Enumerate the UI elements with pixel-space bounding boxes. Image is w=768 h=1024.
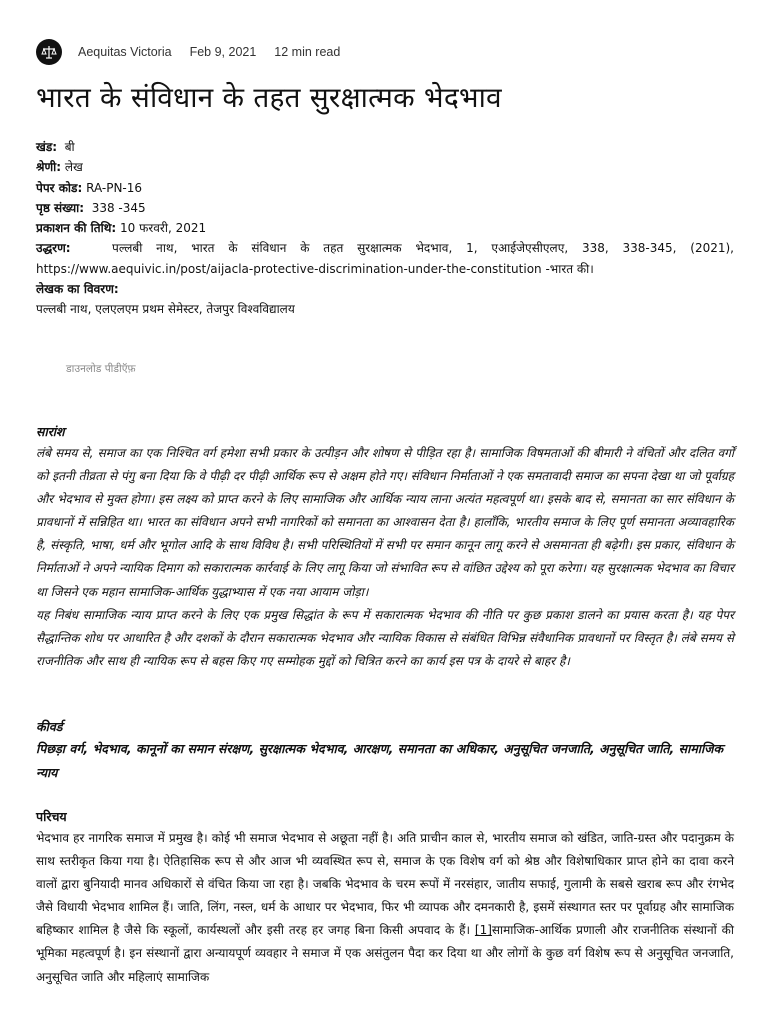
abstract-section (36, 422, 734, 673)
meta-section-value: बी (64, 140, 75, 154)
meta-category-row (36, 157, 734, 177)
meta-author-details-row (36, 279, 734, 299)
meta-paper-code-value: RA-PN-16 (86, 180, 143, 195)
meta-paper-code-row (36, 178, 734, 198)
meta-pages-row (36, 198, 734, 218)
meta-pub-date-label: प्रकाशन की तिथि: (36, 221, 117, 236)
abstract-heading: सारांश (36, 424, 65, 439)
author-avatar[interactable] (36, 39, 62, 65)
meta-category-label: श्रेणी: (36, 160, 62, 175)
meta-section-label: खंड: (36, 140, 58, 154)
introduction-heading: परिचय (36, 809, 67, 824)
meta-pub-date-value: 10 फरवरी, 2021 (120, 221, 207, 236)
meta-author-details-value: पल्लबी नाथ, एलएलएम प्रथम सेमेस्टर, तेजपुर विश्वविद्यालय (36, 302, 295, 317)
meta-author-details-label: लेखक का विवरण: (36, 282, 119, 297)
post-date: Feb 9, 2021 (189, 45, 257, 59)
meta-category-value: लेख (64, 160, 83, 175)
meta-pages-label: पृष्ठ संख्या: (36, 200, 85, 215)
footnote-ref-link[interactable]: [1] (474, 923, 492, 938)
scales-logo-icon (40, 43, 58, 61)
meta-citation-value: पल्लबी नाथ, भारत के संविधान के तहत सुरक्षात्मक भेदभाव, 1, एआईजेएसीएलए, 338, 338-345, (2021), https://www.aequivic.in/post/aijacla-protective-discrimination-under-the-constitution -भारत की। (36, 241, 734, 276)
read-time: 12 min read (274, 45, 341, 59)
meta-citation-row (36, 238, 734, 279)
meta-pub-date-row (36, 218, 734, 238)
intro-text-part-2: सामाजिक-आर्थिक प्रणाली और राजनीतिक संस्थानों की भूमिका महत्वपूर्ण है। इन संस्थानों द्वारा अन्यायपूर्ण व्यवहार ने समाज में एक असंतुलन पैदा कर दिया था और लोगों के कुछ वर्ग विशेष रूप से अनुसूचित जनजाति, अनुसूचित जाति और महिलाएं सामाजिक (36, 923, 735, 984)
abstract-paragraph-1: लंबे समय से, समाज का एक निश्चित वर्ग हमेशा सभी प्रकार के उत्पीड़न और शोषण से पीड़ित रहा है। सामाजिक विषमताओं की बीमारी ने वंचितों और दलित वर्गों को इतनी तीव्रता से पंगु बना दिया कि वे पीढ़ी दर पीढ़ी आर्थिक रूप से अक्षम होते गए। संविधान निर्माताओं ने एक समतावादी समाज का सपना देखा था जो पूर्वाग्रह और भेदभाव से मुक्त होगा। इस लक्ष्य को प्राप्त करने के लिए सामाजिक और आर्थिक न्याय लाना अत्यंत महत्वपूर्ण था। इसके बाद से, समानता का सार संविधान के प्रावधानों में सन्निहित था। भारत का संविधान अपने सभी नागरिकों को समानता का आश्वासन देता है। हालाँकि, भारतीय समाज के लिए पूर्ण समानता अव्यावहारिक है, संस्कृति, भाषा, धर्म और भूगोल आदि के साथ विविध है। सभी परिस्थितियों में सभी पर समान कानून लागू करने से असमानता ही बढ़ेगी। इस प्रकार, संविधान के निर्माताओं ने अपने न्यायिक दिमाग को सकारात्मक कार्रवाई के लिए लागू किया जो संभावित रूप से वांछित उद्देश्य को पूरा करेगा। यह सुरक्षात्मक भेदभाव का विचार था जिसने एक महान सामाजिक-आर्थिक युद्धाभ्यास में एक नया आयाम जोड़ा। (36, 446, 734, 599)
abstract-paragraph-2: यह निबंध सामाजिक न्याय प्राप्त करने के लिए एक प्रमुख सिद्धांत के रूप में सकारात्मक भेदभाव की नीति पर कुछ प्रकाश डालने का प्रयास करता है। यह पेपर सैद्धान्तिक शोध पर आधारित है और दशकों के दौरान सकारात्मक भेदभाव और न्यायिक विकास से संबंधित विभिन्न संवैधानिक प्रावधानों पर विस्तृत है। लंबे समय से राजनीतिक और साथ ही न्यायिक रूप से बहस किए गए सम्मोहक मुद्दों को चित्रित करने का कार्य इस पत्र के दायरे से बाहर है। (36, 607, 734, 668)
introduction-section (36, 807, 734, 989)
meta-section-row (36, 137, 734, 157)
introduction-paragraph (36, 827, 734, 989)
byline (36, 38, 340, 66)
author-name[interactable]: Aequitas Victoria (78, 45, 172, 59)
article-meta (36, 137, 734, 320)
meta-paper-code-label: पेपर कोड: (36, 180, 83, 195)
meta-citation-label: उद्धरण: (36, 241, 71, 256)
download-pdf-link[interactable]: डाउनलोड पीडीऍफ़ (66, 363, 136, 375)
keywords-list: पिछड़ा वर्ग, भेदभाव, कानूनों का समान संरक्षण, सुरक्षात्मक भेदभाव, आरक्षण, समानता का अधिकार, अनुसूचित जनजाति, अनुसूचित जाति, सामाजिक न्याय (36, 741, 724, 780)
article-title: भारत के संविधान के तहत सुरक्षात्मक भेदभाव (36, 81, 502, 114)
keywords-section (36, 717, 734, 784)
intro-text-part-1: भेदभाव हर नागरिक समाज में प्रमुख है। कोई भी समाज भेदभाव से अछूता नहीं है। अति प्राचीन काल से, भारतीय समाज को खंडित, जाति-ग्रस्त और पदानुक्रम के साथ स्तरीकृत किया गया है। ऐतिहासिक रूप से और आज भी व्यवस्थित रूप से, समाज के एक विशेष वर्ग को श्रेष्ठ और विशेषाधिकार प्राप्त होने का दावा करने वालों द्वारा बुनियादी मानव अधिकारों से वंचित किया जा रहा है। जबकि भेदभाव के चरम रूपों में नरसंहार, जातीय सफाई, गुलामी के सबसे खराब रूप और रंगभेद जैसे विधायी भेदभाव शामिल हैं। जाति, लिंग, नस्ल, धर्म के आधार पर भेदभाव, फिर भी व्यापक और दमनकारी है, इसमें संस्थागत स्तर पर पूर्वाग्रह और सामाजिक बहिष्कार शामिल है जैसे कि स्कूलों, कार्यस्थलों और इसी तरह हर जगह बिना किसी अपवाद के हैं। (36, 831, 734, 938)
meta-pages-value: 338 -345 (91, 200, 146, 215)
keywords-heading: कीवर्ड (36, 719, 63, 734)
